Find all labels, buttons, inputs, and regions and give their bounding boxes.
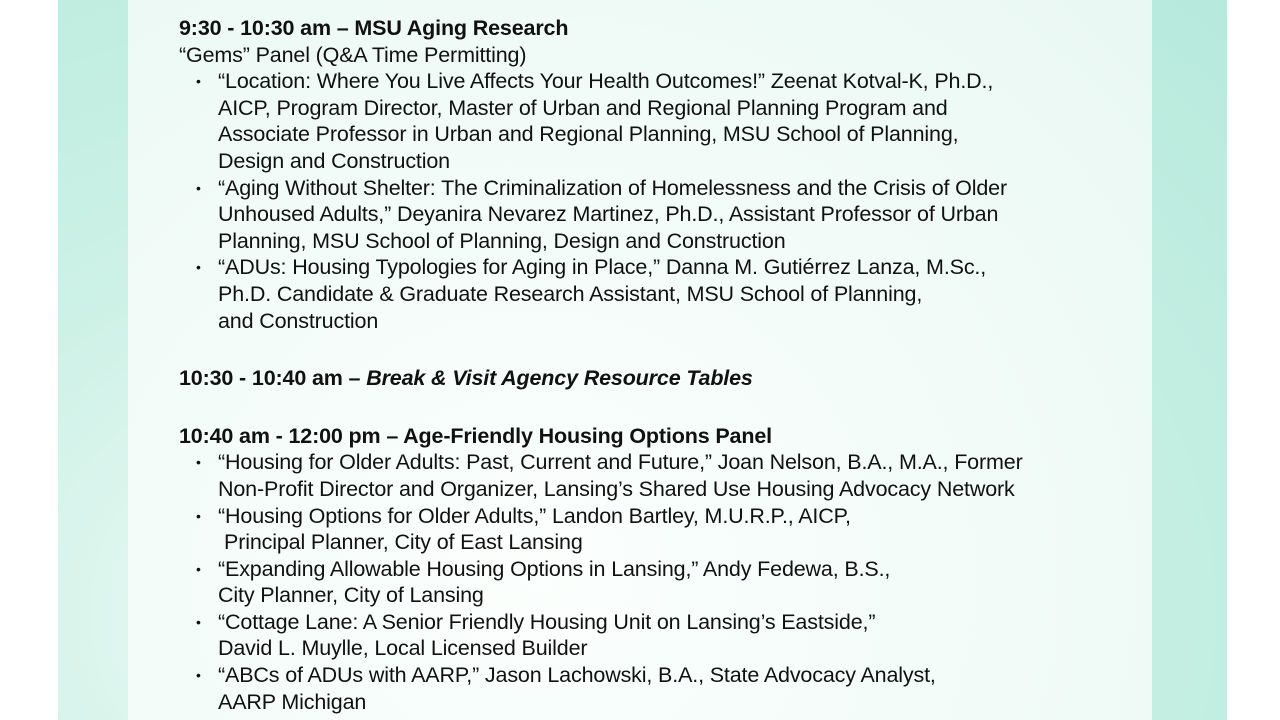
session-dash: – — [342, 366, 367, 391]
talk-item — [179, 68, 1139, 174]
talk-line: • “Location: Where You Live Affects Your Health Outcomes!” Zeenat Kotval-K, Ph.D., — [218, 69, 994, 94]
talk-line: • “Expanding Allowable Housing Options in Lansing,” Andy Fedewa, B.S., — [218, 556, 891, 581]
talk-line: • “ADUs: Housing Typologies for Aging in Place,” Danna M. Gutiérrez Lanza, M.Sc., — [218, 255, 987, 280]
talk-line: Planning, MSU School of Planning, Design and Construction — [218, 228, 786, 253]
talk-item — [179, 254, 1139, 334]
agenda-content — [179, 15, 1139, 715]
talk-line: • “Housing Options for Older Adults,” Landon Bartley, M.U.R.P., AICP, — [218, 503, 851, 528]
section-gap — [179, 392, 1139, 423]
talk-line: City Planner, City of Lansing — [218, 583, 484, 608]
talk-item — [179, 503, 1139, 556]
talk-list-housing-panel — [179, 449, 1139, 715]
session-time: 10:40 am - 12:00 pm — [179, 423, 381, 448]
talk-item — [179, 449, 1139, 502]
session-subtitle: “Gems” Panel (Q&A Time Permitting) — [179, 42, 527, 67]
talk-list-aging-research — [179, 68, 1139, 334]
talk-line: Ph.D. Candidate & Graduate Research Assistant, MSU School of Planning, — [218, 281, 923, 306]
talk-line: AICP, Program Director, Master of Urban and Regional Planning Program and — [218, 95, 948, 120]
talk-line: • “ABCs of ADUs with AARP,” Jason Lachowski, B.A., State Advocacy Analyst, — [218, 663, 936, 688]
talk-line: Principal Planner, City of East Lansing — [224, 530, 583, 555]
session-title: Break & Visit Agency Resource Tables — [366, 366, 753, 391]
session-heading-aging-research — [179, 15, 1139, 42]
talk-line: Non-Profit Director and Organizer, Lansing’s Shared Use Housing Advocacy Network — [218, 476, 1015, 501]
session-title: Age-Friendly Housing Options Panel — [403, 423, 772, 448]
session-time: 9:30 - 10:30 am — [179, 16, 331, 40]
talk-line: and Construction — [218, 308, 379, 333]
session-time: 10:30 - 10:40 am — [179, 366, 343, 391]
session-dash: – — [380, 423, 404, 448]
session-title: MSU Aging Research — [354, 16, 569, 40]
talk-item — [179, 175, 1139, 255]
talk-line: Design and Construction — [218, 148, 450, 173]
section-gap — [179, 334, 1139, 365]
talk-line: AARP Michigan — [218, 689, 367, 714]
talk-item — [179, 662, 1139, 715]
talk-line: • “Cottage Lane: A Senior Friendly Housing Unit on Lansing’s Eastside,” — [218, 609, 876, 634]
session-heading-housing-panel — [179, 423, 1139, 450]
session-dash: – — [330, 16, 355, 40]
talk-line: • “Housing for Older Adults: Past, Current and Future,” Joan Nelson, B.A., M.A., Former — [218, 450, 1023, 475]
talk-line: • “Aging Without Shelter: The Criminalization of Homelessness and the Crisis of Older — [218, 175, 1007, 200]
talk-item — [179, 609, 1139, 662]
talk-line: David L. Muylle, Local Licensed Builder — [218, 636, 588, 661]
session-heading-break — [179, 365, 1139, 392]
talk-item — [179, 556, 1139, 609]
talk-line: Unhoused Adults,” Deyanira Nevarez Martinez, Ph.D., Assistant Professor of Urban — [218, 202, 999, 227]
talk-line: Associate Professor in Urban and Regional Planning, MSU School of Planning, — [218, 122, 959, 147]
